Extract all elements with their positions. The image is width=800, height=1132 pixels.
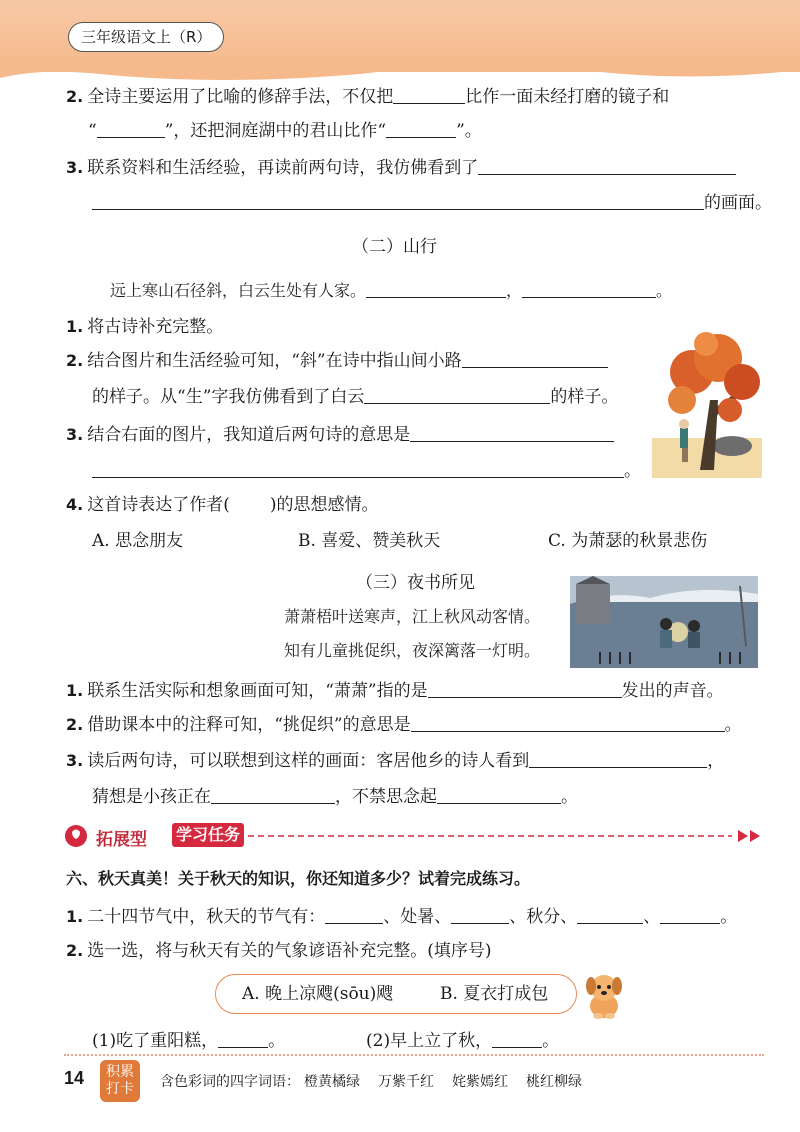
s1-q3-text: 联系资料和生活经验，再读前两句诗，我仿佛看到了 (87, 158, 479, 178)
footer-word: 桃红柳绿 (526, 1074, 582, 1090)
s1-q3-blank2[interactable] (92, 192, 704, 210)
s2-option-b[interactable]: B. 喜爱、赞美秋天 (298, 531, 441, 551)
s2-option-a[interactable]: A. 思念朋友 (92, 531, 184, 551)
proverb-fill-1-blank[interactable] (218, 1030, 268, 1048)
extension-label-task: 学习任务 (172, 823, 244, 847)
s2-q3-number: 3. (66, 425, 84, 444)
s1-q2-blank3[interactable] (386, 120, 456, 138)
s2-q1-number: 1. (66, 317, 84, 336)
ext-q1-blank1[interactable] (325, 906, 383, 924)
s2-poem-end: 。 (656, 281, 673, 300)
proverb-fill-1-end: 。 (268, 1031, 286, 1051)
header-wave (0, 56, 800, 86)
s2-poem-comma: ， (506, 281, 523, 300)
s3-q1-text: 联系生活实际和想象画面可知，“萧萧”指的是 (87, 681, 428, 701)
s2-poem (110, 278, 672, 304)
book-label: 三年级语文上（R） (68, 22, 224, 52)
s2-q2-text-c: 的样子。 (550, 387, 619, 407)
s1-q3-line1 (66, 155, 736, 181)
s1-q2-text-b: 比作一面未经打磨的镜子和 (465, 87, 670, 107)
s2-q3-text: 结合右面的图片，我知道后两句诗的意思是 (87, 425, 411, 445)
proverb-fill-1 (92, 1028, 285, 1054)
badge-line1: 积累 (106, 1064, 134, 1080)
extension-bar (62, 824, 762, 848)
ext-q1-text: 二十四节气中，秋天的节气有： (87, 907, 326, 927)
proverb-fill-2-text: (2)早上立了秋， (366, 1031, 493, 1051)
s3-q3-blank2[interactable] (211, 786, 335, 804)
s3-poem-line1: 萧萧梧叶送寒声，江上秋风动客情。 (284, 607, 541, 626)
s1-q3-line2 (92, 190, 772, 216)
badge-line2: 打卡 (106, 1081, 134, 1097)
s1-q2-text: 全诗主要运用了比喻的修辞手法，不仅把 (87, 87, 394, 107)
s3-q2 (66, 712, 742, 738)
ext-q1-blank3[interactable] (577, 906, 643, 924)
ext-q1 (66, 904, 737, 930)
ext-q1-end: 。 (720, 907, 738, 927)
s3-q3-line2 (92, 784, 578, 810)
s3-q3-text-c: ，不禁思念起 (335, 787, 437, 807)
footer-word: 万紫千红 (378, 1074, 434, 1090)
s1-q2-blank2[interactable] (97, 120, 165, 138)
accumulate-badge (100, 1060, 140, 1102)
s3-q2-blank[interactable] (411, 714, 725, 732)
proverb-option-b[interactable]: B. 夏衣打成包 (440, 984, 549, 1004)
ext-q1-text-c: 、秋分、 (509, 907, 578, 927)
s1-q2-text-d: ”。 (456, 121, 482, 141)
q6-heading: 六、秋天真美！关于秋天的知识，你还知道多少？试着完成练习。 (66, 869, 531, 888)
s2-q2-text-b: 的样子。从“生”字我仿佛看到了白云 (92, 387, 365, 407)
s2-q3-blank1[interactable] (410, 424, 614, 442)
proverb-fill-2-end: 。 (542, 1031, 560, 1051)
s3-poem-line2: 知有儿童挑促织，夜深篱落一灯明。 (284, 641, 541, 660)
s2-q3-end: 。 (624, 461, 641, 481)
s1-q2-quote-open: “ (88, 121, 97, 141)
s2-poem-text: 远上寒山石径斜，白云生处有人家。 (110, 281, 367, 300)
s2-q4-text-b: )的思想感情。 (269, 495, 379, 515)
s2-q1-text: 将古诗补充完整。 (87, 317, 224, 337)
puppy-icon (578, 968, 630, 1020)
ext-q1-number: 1. (66, 907, 84, 926)
s2-q2-number: 2. (66, 351, 84, 370)
autumn-mountain-illustration (652, 330, 762, 478)
s2-q2-line1 (66, 348, 608, 374)
footer-vocab (160, 1071, 600, 1091)
proverb-option-a[interactable]: A. 晚上凉飕(sōu)飕 (242, 984, 394, 1004)
s3-title: （三）夜书所见 (356, 573, 475, 593)
s1-q3-number: 3. (66, 158, 84, 177)
s2-option-c[interactable]: C. 为萧瑟的秋景悲伤 (548, 531, 708, 551)
s1-q2-text-c: ”，还把洞庭湖中的君山比作“ (164, 121, 387, 141)
s2-q2-text: 结合图片和生活经验可知，“斜”在诗中指山间小路 (87, 351, 462, 371)
footer-vocab-lead: 含色彩词的四字词语： (160, 1074, 300, 1090)
s1-q3-blank1[interactable] (478, 157, 736, 175)
s3-q3-line1 (66, 748, 724, 774)
s2-q1 (66, 314, 223, 340)
page-number: 14 (64, 1068, 85, 1088)
ext-q1-blank2[interactable] (451, 906, 509, 924)
ext-q2-number: 2. (66, 941, 84, 960)
s2-q3-line1 (66, 422, 614, 448)
s2-poem-blank1[interactable] (366, 280, 506, 298)
s2-q2-line2 (92, 384, 618, 410)
proverb-fill-1-text: (1)吃了重阳糕， (92, 1031, 219, 1051)
footer-divider (64, 1054, 764, 1056)
s3-q3-text: 读后两句诗，可以联想到这样的画面：客居他乡的诗人看到 (87, 751, 530, 771)
ext-q2 (66, 938, 491, 964)
s2-q2-blank2[interactable] (364, 386, 550, 404)
s1-q2-blank1[interactable] (393, 86, 465, 104)
s3-q1-number: 1. (66, 681, 84, 700)
s3-q1-blank[interactable] (428, 680, 622, 698)
s2-q3-blank2[interactable] (92, 460, 624, 478)
s2-q4-text-a: 这首诗表达了作者( (87, 495, 230, 515)
ext-q1-blank4[interactable] (660, 906, 720, 924)
s3-q2-number: 2. (66, 715, 84, 734)
s3-q2-text: 借助课本中的注释可知，“挑促织”的意思是 (87, 715, 411, 735)
footer-word: 姹紫嫣红 (452, 1074, 508, 1090)
night-scene-illustration (570, 576, 758, 668)
s2-q3-line2 (92, 458, 641, 484)
s3-q3-text-b: 猜想是小孩正在 (92, 787, 211, 807)
ext-q2-text: 选一选，将与秋天有关的气象谚语补充完整。(填序号) (87, 941, 492, 961)
s3-q3-blank3[interactable] (437, 786, 561, 804)
s2-poem-blank2[interactable] (522, 280, 656, 298)
s3-q3-blank1[interactable] (529, 750, 707, 768)
proverb-fill-2 (366, 1028, 559, 1054)
s3-q1-end: 发出的声音。 (621, 681, 724, 701)
s3-q3-comma: ， (707, 751, 725, 771)
extension-label-type: 拓展型 (96, 830, 147, 850)
s2-title: （二）山行 (352, 237, 437, 257)
s2-q4-number: 4. (66, 495, 84, 514)
s1-q2-line1 (66, 84, 669, 110)
s1-q2-number: 2. (66, 87, 84, 106)
s3-q3-number: 3. (66, 751, 84, 770)
ext-q1-text-d: 、 (643, 907, 661, 927)
s3-q3-end: 。 (561, 787, 578, 807)
s3-q1 (66, 678, 724, 704)
s2-q2-blank1[interactable] (462, 350, 608, 368)
s2-q4 (66, 492, 379, 518)
s1-q2-line2 (88, 118, 482, 144)
proverb-fill-2-blank[interactable] (492, 1030, 542, 1048)
s3-q2-end: 。 (724, 715, 742, 735)
ext-q1-text-b: 、处暑、 (383, 907, 452, 927)
s1-q3-end: 的画面。 (704, 193, 772, 213)
footer-word: 橙黄橘绿 (304, 1074, 360, 1090)
